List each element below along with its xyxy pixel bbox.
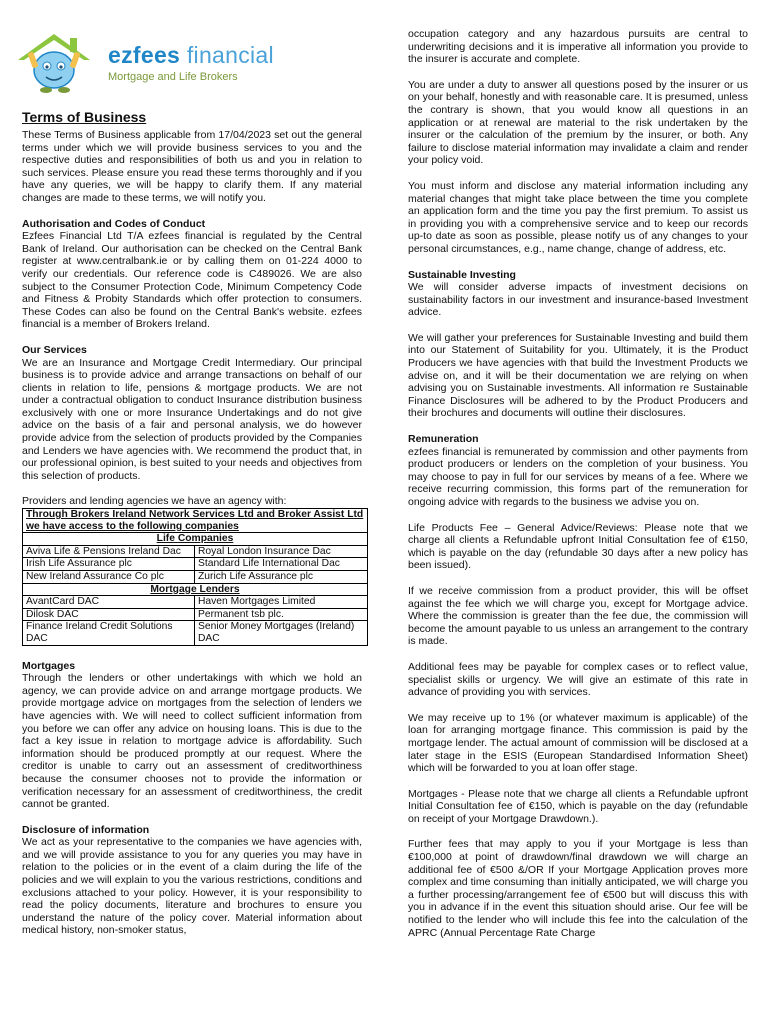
sustainable-paragraph-2: We will gather your preferences for Sustainable Investing and build them into our Statement of Suitability for you. Ultimately, it is the Product Producers we have agencies with that build the Investment Products we advise on, and it will be their documentation we are relying on when advising you on Sustainable investments. All information re Sustainable Finance Disclosures will be adhered to by the Product Producers and their brochures and documents will outline their disclosures.: [408, 331, 748, 420]
occupation-paragraph: occupation category and any hazardous pursuits are central to underwriting decisions and it is imperative all information you provide to the insurer is accurate and complete.: [408, 28, 748, 66]
sustainable-paragraph: We will consider adverse impacts of investment decisions on sustainability factors in our investment and insurance-based Investment advice.: [408, 281, 748, 319]
table-cell: Permanent tsb plc.: [195, 608, 368, 621]
commission-paragraph: If we receive commission from a product provider, this will be offset against the fee which we will charge you, except for Mortgage advice. Where the commission is greater than the fee due, the commission will become the amount payable to us unless an arrangement to the contrary is made.: [408, 584, 748, 648]
life-fee-paragraph: Life Products Fee – General Advice/Reviews: Please note that we charge all clients a Refundable upfront Initial Consultation fee of €150, which is payable on the day (refundable 30 days after a new policy has been issued).: [408, 521, 748, 572]
agencies-table-header: Through Brokers Ireland Network Services Ltd and Broker Assist Ltd we have access to the following companies: [23, 509, 368, 533]
table-row: [23, 621, 368, 645]
mortgage-fee-paragraph: Mortgages - Please note that we charge all clients a Refundable upfront Initial Consultation fee of €150, which is payable on the day (refundable on receipt of your Mortgage Drawdown.).: [408, 787, 748, 825]
duty-paragraph: You are under a duty to answer all questions posed by the insurer or us on your behalf, honestly and with reasonable care. It is presumed, unless the contrary is shown, that you would know all questions in an application or at renewal are material to the risk undertaken by the insurer or the calculation of the premium by the insurer, or both. Any failure to disclose material information may invalidate a claim and render your policy void.: [408, 78, 748, 167]
auth-paragraph: Ezfees Financial Ltd T/A ezfees financial is regulated by the Central Bank of Ireland. Our authorisation can be checked on the Central Bank register at www.centralbank.ie or by calling them on 01-224 4000 to verify our credentials. Our reference code is C489026. We are also subject to the Consumer Protection Code, Minimum Competency Code and Fitness & Probity Standards which offer protection to consumers. These Codes can also be found on the Central Bank's website. ezfees financial is a member of Brokers Ireland.: [22, 230, 362, 331]
table-row: [23, 596, 368, 609]
mortgages-paragraph: Through the lenders or other undertakings with which we hold an agency, we can provide advice on and arrange mortgage products. We provide mortgage advice on mortgages from the selection of lenders we have agencies with. We will need to collect sufficient information from you before we can offer any advice on housing loans. This is due to the fact a key issue in relation to mortgage advice is affordability. Such information should be produced promptly at our request. Where the creditor is unable to carry out an assessment of creditworthiness because the consumer chooses not to provide the information or verification necessary for an assessment of creditworthiness, the credit cannot be granted.: [22, 672, 362, 811]
table-cell: New Ireland Assurance Co plc: [23, 571, 195, 584]
page-title: Terms of Business: [22, 109, 147, 125]
sustainable-heading: Sustainable Investing: [408, 268, 516, 281]
table-cell: Haven Mortgages Limited: [195, 596, 368, 609]
ezfees-logo: [8, 30, 274, 90]
mortgage-lenders-label: Mortgage Lenders: [23, 583, 368, 596]
mortgages-heading: Mortgages: [22, 659, 76, 672]
table-cell: Senior Money Mortgages (Ireland) DAC: [195, 621, 368, 645]
providers-intro: Providers and lending agencies we have an agency with:: [22, 495, 287, 508]
brand-tagline: Mortgage and Life Brokers: [108, 71, 238, 83]
remuneration-heading: Remuneration: [408, 433, 479, 446]
life-companies-label: Life Companies: [23, 533, 368, 546]
table-cell: Royal London Insurance Dac: [195, 545, 368, 558]
house-mascot-icon: [8, 30, 104, 94]
brand-name: ezfees financial: [108, 42, 274, 68]
table-cell: Irish Life Assurance plc: [23, 558, 195, 571]
table-row: [23, 558, 368, 571]
services-paragraph: We are an Insurance and Mortgage Credit Intermediary. Our principal business is to provide advice and arrange transactions on behalf of our clients in relation to life, pensions & mortgage products. We are not under a contractual obligation to conduct Insurance distribution business exclusively with one or more Insurance Undertakings and do not give advice on the basis of a fair and personal analysis, we do however provide advice from the selection of products provided by the Companies and Lenders we have agencies with. We recommend the product that, in our professional opinion, is best suited to your needs and objectives from this selection of products.: [22, 356, 362, 482]
table-row: [23, 608, 368, 621]
table-row: [23, 571, 368, 584]
table-cell: Zurich Life Assurance plc: [195, 571, 368, 584]
inform-paragraph: You must inform and disclose any material information including any material changes that might take place between the time you complete an application form and the time you pay the first premium. To assist us in providing you with a comprehensive service and to keep our records up-to date as soon as possible, please notify us of any changes to your personal circumstances, e.g., name change, change of address, etc.: [408, 179, 748, 255]
remuneration-paragraph: ezfees financial is remunerated by commission and other payments from product producers or lenders on the completion of your business. You may choose to pay in full for our services by means of a fee. Where we receive recurring commission, this forms part of the remuneration for ongoing advice with regards to the business we advise you on.: [408, 445, 748, 508]
table-cell: Finance Ireland Credit Solutions DAC: [23, 621, 195, 645]
table-cell: Aviva Life & Pensions Ireland Dac: [23, 545, 195, 558]
further-fees-paragraph: Further fees that may apply to you if your Mortgage is less than €100,000 at point of drawdown/final drawdown we will charge an additional fee of €500 &/OR If your Mortgage Application proves more complex and time consuming than initially anticipated, we will charge you a further processing/arrangement fee of €500 but will discuss this with you in advance if in the event this situation should arise. Our fee will be notified to the lender who will include this fee into the calculation of the APRC (Annual Percentage Rate Charge: [408, 838, 748, 939]
auth-heading: Authorisation and Codes of Conduct: [22, 217, 206, 230]
intro-paragraph: These Terms of Business applicable from 17/04/2023 set out the general terms under which we will provide business services to you and the respective duties and responsibilities of both us and you in relation to such services. Please ensure you read these terms thoroughly and if you have any queries, we will be happy to clarify them. If any material changes are made to these terms, we will notify you.: [22, 129, 362, 204]
table-row: [23, 545, 368, 558]
agencies-table: [22, 508, 368, 646]
additional-fees-paragraph: Additional fees may be payable for complex cases or to reflect value, specialist skills or urgency. We will give an estimate of this rate in advance of providing you with services.: [408, 660, 748, 699]
table-cell: Standard Life International Dac: [195, 558, 368, 571]
disclosure-heading: Disclosure of information: [22, 823, 150, 836]
table-cell: AvantCard DAC: [23, 596, 195, 609]
services-heading: Our Services: [22, 343, 87, 356]
disclosure-paragraph: We act as your representative to the companies we have agencies with, and we will provide assistance to you for any queries you may have in relation to the policies or in the event of a claim during the life of the policies and we will explain to you the various restrictions, conditions and exclusions attached to your policy. However, it is your responsibility to read the policy documents, literature and brochures to ensure you understand the nature of the policy cover. Material information about medical history, non-smoker status,: [22, 836, 362, 937]
table-cell: Dilosk DAC: [23, 608, 195, 621]
mortgage-commission-paragraph: We may receive up to 1% (or whatever maximum is applicable) of the loan for arranging mortgage finance. This commission is paid by the mortgage lender. The actual amount of commission will be disclosed at a later stage in the ESIS (European Standardised Information Sheet) which will be forwarded to you at loan offer stage.: [408, 711, 748, 775]
